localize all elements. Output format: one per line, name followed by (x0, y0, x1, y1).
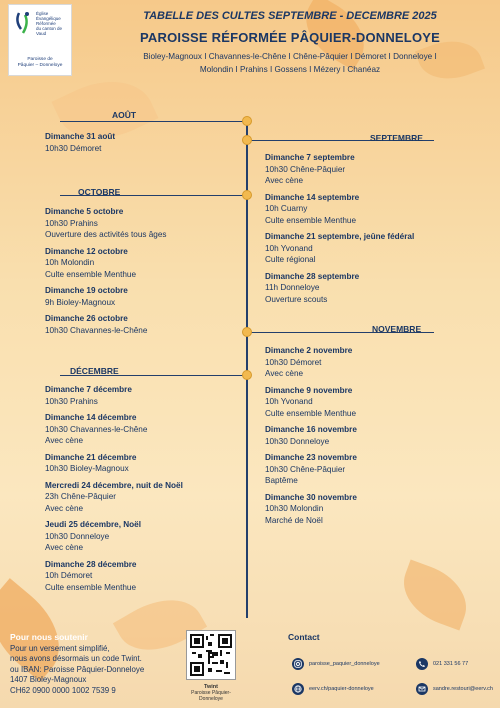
logo-subtitle: Paroisse de Pâquier – Donneloye (17, 57, 63, 68)
twint-qr-code[interactable] (186, 630, 236, 680)
event-item: Dimanche 9 novembre 10h Yvonand Culte ensemble Menthue (265, 385, 357, 418)
support-title: Pour nous soutenir (10, 632, 88, 642)
events-decembre (45, 384, 245, 598)
event-item: Dimanche 26 octobre 10h30 Chavannes-le-Chêne (45, 314, 148, 335)
leaf-decoration (394, 560, 477, 631)
timeline-dot (242, 327, 252, 337)
events-octobre (45, 206, 240, 341)
timeline-dot (242, 370, 252, 380)
email-contact[interactable]: sandre.restouri@eerv.ch (416, 683, 493, 695)
timeline-dot (242, 116, 252, 126)
events-novembre (265, 345, 465, 531)
event-item: Dimanche 16 novembre 10h30 Donneloye (265, 425, 357, 446)
event-item: Dimanche 21 décembre 10h30 Bioley-Magnoux (45, 452, 137, 473)
event-item: Dimanche 2 novembre 10h30 Démoret Avec cène (265, 346, 353, 378)
page-title: TABELLE DES CULTES SEPTEMBRE - DECEMBRE 2025 (143, 10, 437, 22)
instagram-contact[interactable]: paroisse_paquier_donneloye (292, 658, 380, 670)
event-item: Dimanche 7 décembre 10h30 Prahins (45, 385, 132, 406)
month-label-novembre: NOVEMBRE (372, 324, 422, 334)
globe-icon (292, 683, 304, 695)
event-item: Dimanche 28 septembre 11h Donneloye Ouverture scouts (265, 271, 360, 304)
phone-contact[interactable]: 021 331 56 77 (416, 658, 468, 670)
event-item: Dimanche 19 octobre 9h Bioley-Magnoux (45, 286, 128, 307)
qr-caption: Twint Paroisse Pâquier-Donneloye (191, 684, 231, 702)
event-item: Dimanche 14 septembre 10h Cuarny Culte ensemble Menthue (265, 192, 360, 225)
event-item: Mercredi 24 décembre, nuit de Noël 23h Chêne-Pâquier Avec cène (45, 480, 183, 513)
month-divider (60, 121, 246, 122)
support-section: Pour nous soutenir Pour un versement simplifié, nous avons désormais un code Twint. ou IBAN: Paroisse Pâquier-Donneloye 1407 Bioley-Magnoux CH62 0900 0000 1002 7539 9 (10, 632, 185, 696)
month-label-septembre: SEPTEMBRE (370, 133, 423, 143)
event-item: Dimanche 7 septembre 10h30 Chêne-Pâquier Avec cène (265, 153, 355, 185)
church-logo (8, 4, 72, 76)
contact-title: Contact (288, 632, 320, 642)
logo-text: Église Évangélique Réformée du canton de Vaud (36, 11, 63, 36)
event-item: Jeudi 25 décembre, Noël 10h30 Donneloye Avec cène (45, 520, 142, 552)
parish-name: PAROISSE RÉFORMÉE PÂQUIER-DONNELOYE (139, 30, 440, 45)
month-label-decembre: DÉCEMBRE (70, 366, 119, 376)
event-item: Dimanche 21 septembre, jeûne fédéral 10h Yvonand Culte régional (265, 232, 415, 264)
villages-list: Bioley-Magnoux I Chavannes-le-Chêne I Chêne-Pâquier I Démoret I Donneloye I Molondin I Prahins I Gossens I Mézery I Chanéaz (143, 52, 437, 74)
qr-code-icon (190, 634, 232, 676)
event-item: Dimanche 5 octobre 10h30 Prahins Ouverture des activités tous âges (45, 207, 167, 239)
event-item: Dimanche 30 novembre 10h30 Molondin Marché de Noël (265, 492, 357, 525)
church-logo-icon (13, 11, 35, 37)
timeline-dot (242, 135, 252, 145)
event-item: Dimanche 31 août 10h30 Démoret (45, 132, 116, 153)
month-label-octobre: OCTOBRE (78, 187, 121, 197)
events-septembre (265, 152, 465, 310)
website-contact[interactable]: eerv.ch/paquier-donneloye (292, 683, 374, 695)
mail-icon (416, 683, 428, 695)
phone-icon (416, 658, 428, 670)
instagram-icon (292, 658, 304, 670)
event-item: Dimanche 28 décembre 10h Démoret Culte ensemble Menthue (45, 559, 137, 592)
timeline-dot (242, 190, 252, 200)
event-item: Dimanche 12 octobre 10h Molondin Culte ensemble Menthue (45, 246, 137, 279)
month-label-aout: AOÛT (112, 110, 137, 120)
event-item: Dimanche 14 décembre 10h30 Chavannes-le-Chêne Avec cène (45, 413, 148, 445)
event-item: Dimanche 23 novembre 10h30 Chêne-Pâquier Baptême (265, 453, 357, 485)
events-aout (45, 131, 240, 159)
